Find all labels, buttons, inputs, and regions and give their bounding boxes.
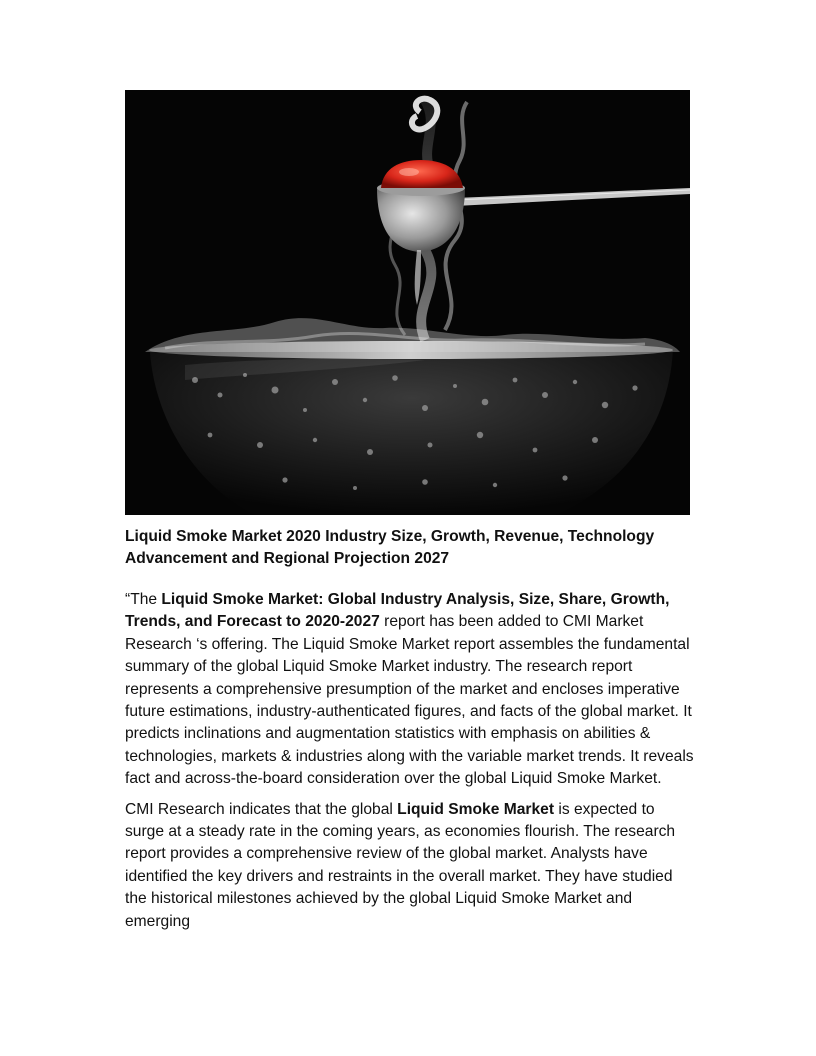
paragraph-research-text: is expected to surge at a steady rate in the coming years, as economies flourish. The research report provides a comprehensive review of the global market. Analysts have identified the key drivers and restraints in the overall market. They have studied the historical milestones achieved by the global Liquid Smoke Market and emerging [125, 800, 676, 930]
market-name: Liquid Smoke Market [397, 800, 555, 818]
paragraph-intro [125, 589, 695, 791]
liquid-smoke-illustration [125, 90, 690, 515]
article-title: Liquid Smoke Market 2020 Industry Size, Growth, Revenue, Technology Advancement and Regional Projection 2027 [125, 528, 655, 567]
paragraph-research [125, 799, 695, 933]
report-title: Liquid Smoke Market: Global Industry Analysis, Size, Share, Growth, Trends, and Forecast to 2020-2027 [125, 591, 670, 631]
article-body [125, 526, 695, 941]
paragraph-intro-text: report has been added to CMI Market Research ‘s offering. The Liquid Smoke Market report assembles the fundamental summary of the global Liquid Smoke Market industry. The research report represents a comprehensive presumption of the market and encloses imperative future estimations, industry-authenticated figures, and facts of the global market. It predicts inclinations and augmentation statistics with emphasis on abilities & technologies, markets & industries along with the variable market trends. It reveals fact and across-the-board consideration over the global Liquid Smoke Market. [125, 613, 694, 788]
hero-image [125, 90, 690, 515]
paragraph-research-lead: CMI Research indicates that the global [125, 800, 398, 818]
open-quote: “The [125, 591, 162, 608]
